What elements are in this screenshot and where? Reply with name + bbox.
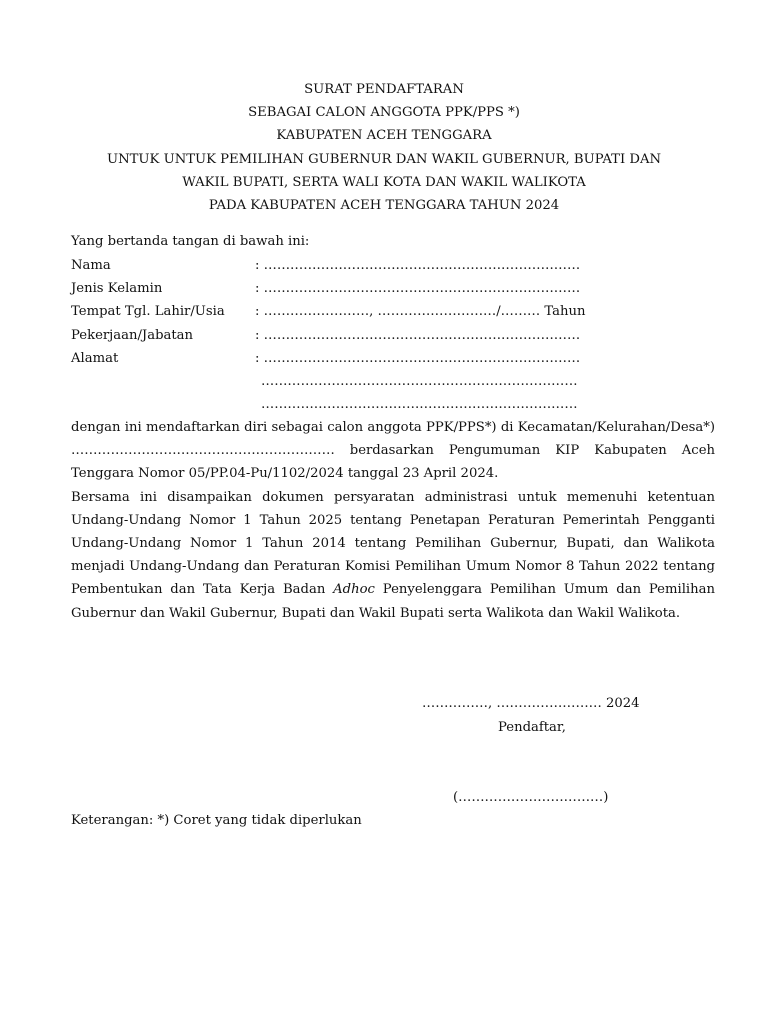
field-jenis-kelamin xyxy=(71,277,671,300)
registration-paragraph: dengan ini mendaftarkan diri sebagai calon anggota PPK/PPS*) di Kecamatan/Kelurahan/Desa*) …………………………………………………… berdasarkan Pengumuman KIP Kabupaten Aceh Tenggara Nomor 05/PP.04-Pu/1102/2024 tanggal 23 April 2024. xyxy=(71,420,715,482)
document-title xyxy=(0,78,768,217)
field-value-blank: : ……………………………………………………………… xyxy=(255,258,581,273)
field-value-blank: : ……………………, ………………………/……… Tahun xyxy=(255,304,586,320)
field-label: Nama xyxy=(71,258,111,273)
title-line-5: WAKIL BUPATI, SERTA WALI KOTA DAN WAKIL WALIKOTA xyxy=(182,174,586,190)
field-alamat-line-3: ……………………………………………………………… xyxy=(261,397,578,413)
field-label: Alamat xyxy=(71,350,119,366)
signature-name-blank: (……………………………) xyxy=(453,790,609,805)
field-alamat xyxy=(71,347,671,370)
identity-fields xyxy=(71,254,671,416)
field-alamat-line-2: ……………………………………………………………… xyxy=(261,373,578,389)
field-value-blank: : ……………………………………………………………… xyxy=(255,327,581,343)
title-line-1: SURAT PENDAFTARAN xyxy=(304,82,464,97)
documents-paragraph-part-1: Bersama ini disampaikan dokumen persyaratan administrasi untuk memenuhi ketentuan Undang-Undang Nomor 1 Tahun 2025 tentang Penetapan Peraturan Pemerintah Pengganti Undang-Undang Nomor 1 Tahun 2014 tentang Pemilihan Gubernur, Bupati, dan Walikota menjadi Undang-Undang dan Peraturan Komisi Pemilihan Umum Nomor 8 Tahun 2022 tentang Pembentukan dan Tata Kerja Badan xyxy=(71,489,715,598)
field-value-blank: : ……………………………………………………………… xyxy=(255,281,581,297)
title-line-6: PADA KABUPATEN ACEH TENGGARA TAHUN 2024 xyxy=(208,197,560,213)
signature-role: Pendaftar, xyxy=(498,720,566,735)
field-label: Jenis Kelamin xyxy=(71,281,163,297)
field-label: Pekerjaan/Jabatan xyxy=(71,327,194,343)
adhoc-term: Adhoc xyxy=(333,582,375,598)
body-text xyxy=(71,416,715,625)
title-line-4: UNTUK UNTUK PEMILIHAN GUBERNUR DAN WAKIL GUBERNUR, BUPATI DAN xyxy=(106,151,662,167)
field-label: Tempat Tgl. Lahir/Usia xyxy=(71,304,225,320)
signature-date: ……………, …………………… 2024 xyxy=(422,696,640,711)
title-line-2: SEBAGAI CALON ANGGOTA PPK/PPS *) xyxy=(248,105,520,121)
footnote: Keterangan: *) Coret yang tidak diperlukan xyxy=(71,813,362,828)
title-line-3: KABUPATEN ACEH TENGGARA xyxy=(276,128,492,144)
documents-paragraph xyxy=(71,486,715,625)
documents-paragraph-part-2: Penyelenggara Pemilihan Umum dan Pemilihan Gubernur dan Wakil Gubernur, Bupati dan Wakil Bupati serta Walikota dan Wakil Walikota. xyxy=(71,582,715,621)
field-ttl-usia xyxy=(71,300,671,323)
field-nama xyxy=(71,254,671,277)
field-value-blank: : ……………………………………………………………… xyxy=(255,350,581,366)
intro-text: Yang bertanda tangan di bawah ini: xyxy=(71,234,310,249)
field-pekerjaan xyxy=(71,324,671,347)
